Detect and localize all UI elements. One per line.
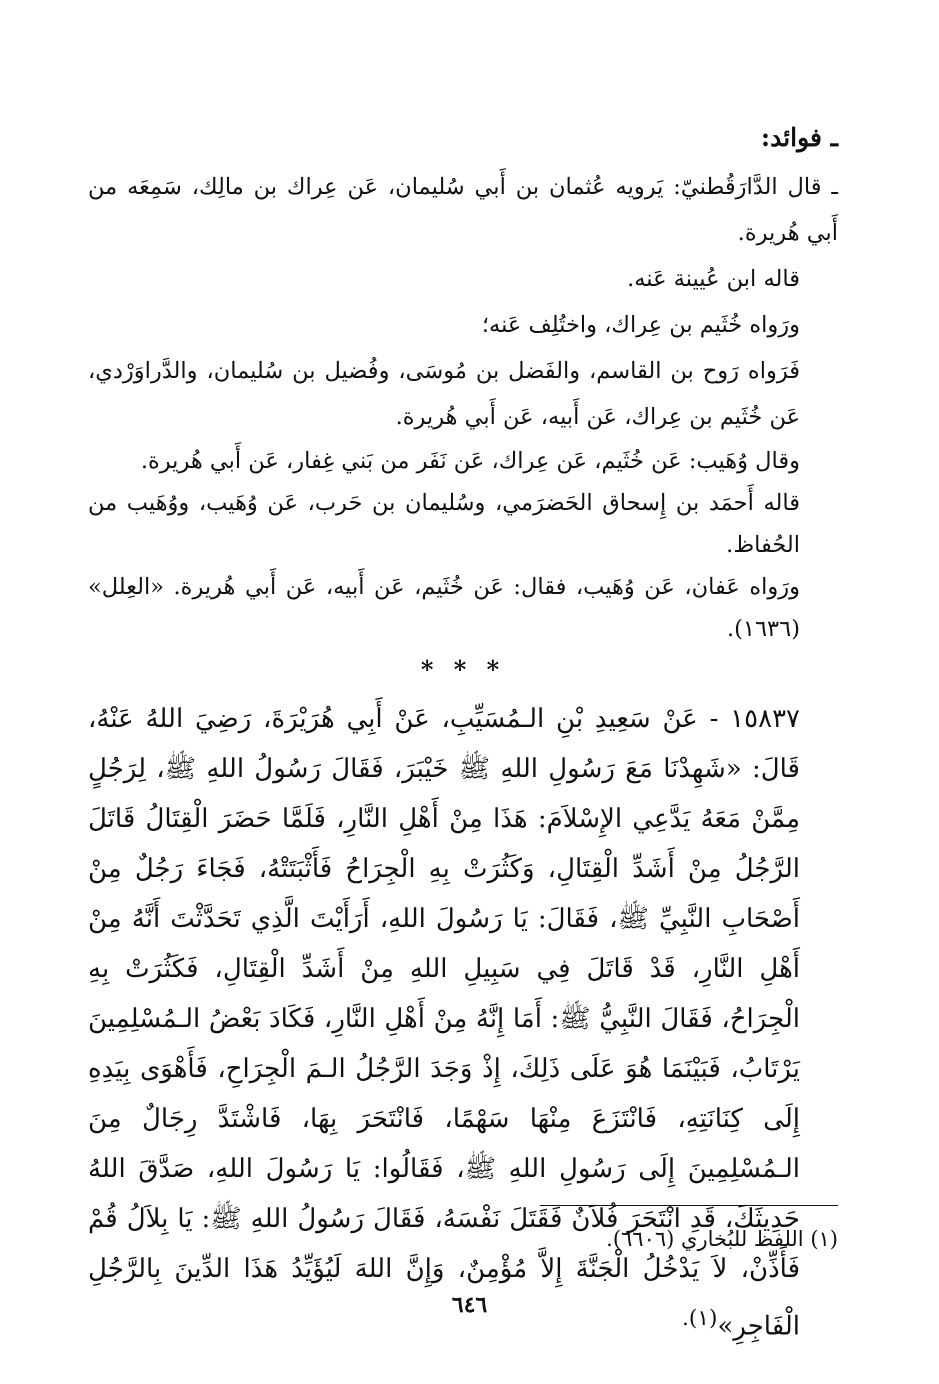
hadith-number: ١٥٨٣٧ - xyxy=(709,704,800,734)
section-separator: * * * xyxy=(420,655,506,684)
commentary-paragraph-6: قاله أَحمَد بن إِسحاق الحَضرَمي، وسُليمان بن حَرب، عَن وُهَيب، ووُهَيب من الحُفاظ. xyxy=(88,490,800,558)
commentary-paragraph-5: وقال وُهَيب: عَن خُثَيم، عَن عِراك، عَن نَفَر من بَني غِفار، عَن أَبي هُريرة. xyxy=(140,448,800,474)
page-number: ٦٤٦ xyxy=(451,1292,488,1318)
commentary-paragraph-1: ـ قال الدَّارَقُطنيّ: يَرويه عُثمان بن أَبي سُليمان، عَن عِراك بن مالِك، سَمِعَه من أَبي هُريرة. xyxy=(88,174,838,246)
footnote: (١) اللفظ للبُخاري (٦٦٠٦). xyxy=(606,1227,838,1251)
footnote-reference: (١). xyxy=(682,1306,718,1331)
page-body xyxy=(88,118,838,1352)
commentary-paragraph-3: ورَواه خُثَيم بن عِراك، واختُلِف عَنه؛ xyxy=(481,312,800,338)
section-heading: ـ فوائد: xyxy=(760,123,838,152)
commentary-paragraph-4: فَرَواه رَوح بن القاسم، والفَضل بن مُوسَى، وفُضيل بن سُليمان، والدَّراوَرْدي، عَن خُثَيم بن عِراك، عَن أَبيه، عَن أَبي هُريرة. xyxy=(88,358,800,430)
commentary-paragraph-7: ورَواه عَفان، عَن وُهَيب، فقال: عَن خُثَيم، عَن أَبيه، عَن أَبي هُريرة. «العِلل» (١٦٣٦). xyxy=(88,574,800,642)
hadith-text: عَنْ سَعِيدِ بْنِ الـمُسَيِّبِ، عَنْ أَبِي هُرَيْرَةَ، رَضِيَ اللهُ عَنْهُ، قَالَ: «شَهِدْنَا مَعَ رَسُولِ اللهِ ﷺ خَيْبَرَ، فَقَالَ رَسُولُ اللهِ ﷺ، لِرَجُلٍ مِمَّنْ مَعَهُ يَدَّعِي الإِسْلاَمَ: هَذَا مِنْ أَهْلِ النَّارِ، فَلَمَّا حَضَرَ الْقِتَالُ قَاتَلَ الرَّجُلُ مِنْ أَشَدِّ الْقِتَالِ، وَكَثُرَتْ بِهِ الْجِرَاحُ فَأَثْبَتَتْهُ، فَجَاءَ رَجُلٌ مِنْ أَصْحَابِ النَّبِيِّ ﷺ، فَقَالَ: يَا رَسُولَ اللهِ، أَرَأَيْتَ الَّذِي تَحَدَّثْتَ أَنَّهُ مِنْ أَهْلِ النَّارِ، قَدْ قَاتَلَ فِي سَبِيلِ اللهِ مِنْ أَشَدِّ الْقِتَالِ، فَكَثُرَتْ بِهِ الْجِرَاحُ، فَقَالَ النَّبِيُّ ﷺ: أَمَا إِنَّهُ مِنْ أَهْلِ النَّارِ، فَكَادَ بَعْضُ الـمُسْلِمِينَ يَرْتَابُ، فَبَيْنَمَا هُوَ عَلَى ذَلِكَ، إِذْ وَجَدَ الرَّجُلُ الـمَ الْجِرَاحِ، فَأَهْوَى بِيَدِهِ إِلَى كِنَانَتِهِ، فَانْتَزَعَ مِنْهَا سَهْمًا، فَانْتَحَرَ بِهَا، فَاشْتَدَّ رِجَالٌ مِنَ الـمُسْلِمِينَ إِلَى رَسُولِ اللهِ ﷺ، فَقَالُوا: يَا رَسُولَ اللهِ، صَدَّقَ اللهُ حَدِيثَكَ، قَدِ انْتَحَرَ فُلاَنٌ فَقَتَلَ نَفْسَهُ، فَقَالَ رَسُولُ اللهِ ﷺ: يَا بِلاَلُ قُمْ فَأَذِّنْ، لاَ يَدْخُلُ الْجَنَّةَ إِلاَّ مُؤْمِنٌ، وَإِنَّ اللهَ لَيُؤَيِّدُ هَذَا الدِّينَ بِالرَّجُلِ الْفَاجِرِ» xyxy=(88,704,800,1342)
footnote-divider xyxy=(540,1205,838,1206)
commentary-paragraph-2: قاله ابن عُيينة عَنه. xyxy=(627,266,800,292)
